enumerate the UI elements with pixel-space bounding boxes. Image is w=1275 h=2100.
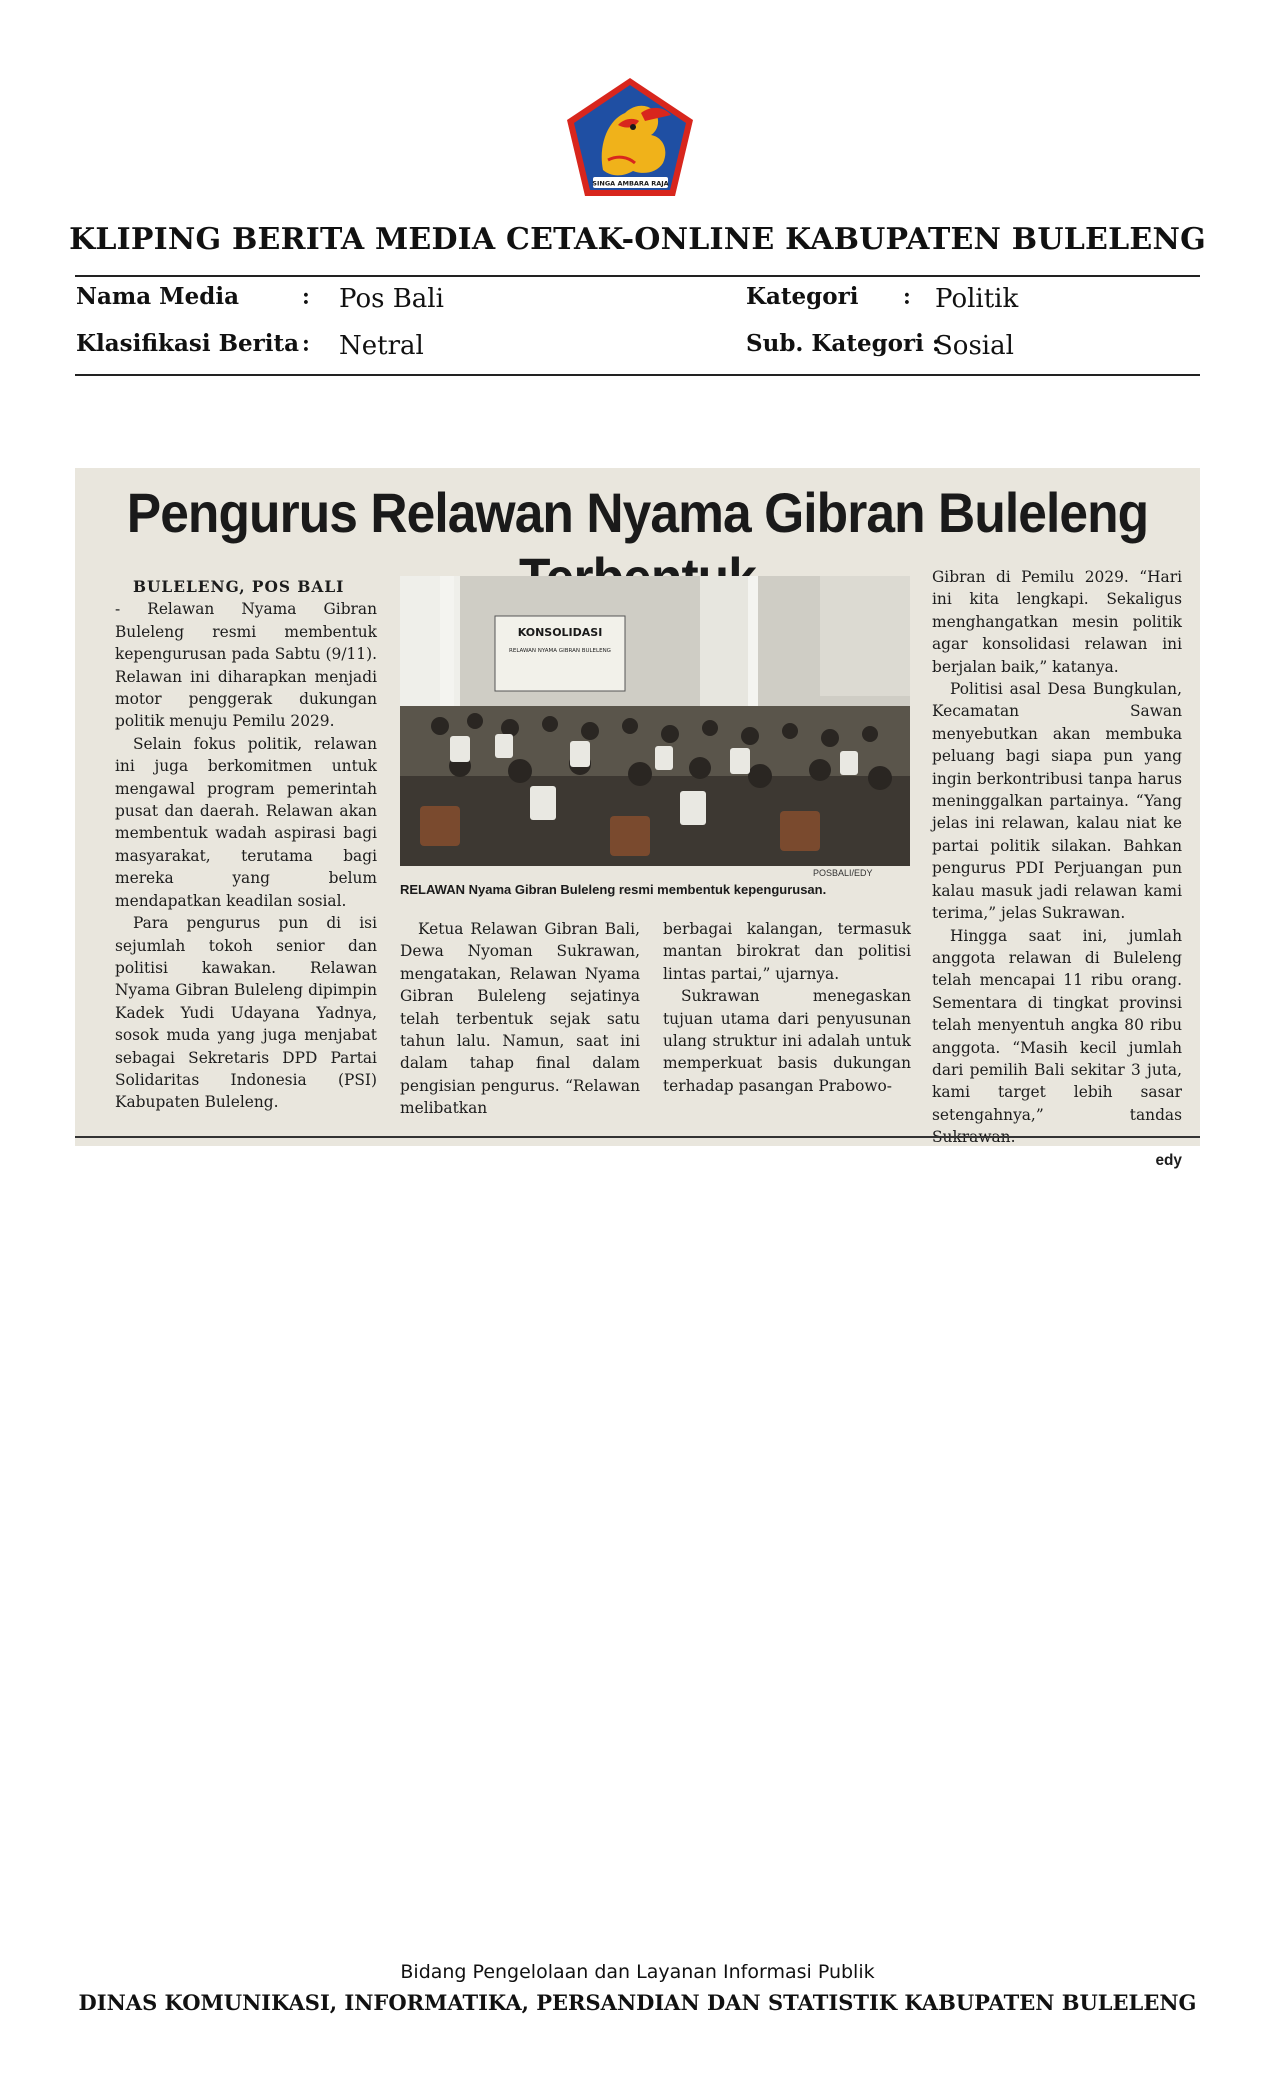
article-paragraph: Sukrawan menegaskan tujuan utama dari penyusunan ulang struktur ini adalah untuk memperkuat basis dukungan terhadap pasangan Prabowo- xyxy=(663,987,911,1095)
news-clipping xyxy=(75,468,1200,1169)
article-column-3 xyxy=(663,918,911,1097)
top-divider xyxy=(75,275,1200,277)
kategori-value: Politik xyxy=(935,284,1019,314)
article-paragraph: Selain fokus politik, relawan ini juga berkomitmen untuk mengawal program pemerintah pusat dan daerah. Relawan akan membentuk wadah aspirasi bagi masyarakat, terutama bagi mereka yang belum mendapatkan keadilan sosial. xyxy=(115,734,377,910)
article-paragraph: Hingga saat ini, jumlah anggota relawan di Buleleng telah mencapai 11 ribu orang. Sementara di tingkat provinsi telah menyentuh angka 80 ribu anggota. “Masih kecil jumlah dari pemilih Bali sekitar 3 juta, kami target lebih sasar setengahnya,” tandas Sukrawan. xyxy=(932,926,1182,1147)
sub-kategori-label: Sub. Kategori : xyxy=(746,330,941,357)
article-paragraph: berbagai kalangan, termasuk mantan birokrat dan politisi lintas partai,” ujarnya. xyxy=(663,920,911,983)
article-paragraph: Ketua Relawan Gibran Bali, Dewa Nyoman Sukrawan, mengatakan, Relawan Nyama Gibran Buleleng sejatinya telah terbentuk sejak satu tahun lalu. Namun, saat ini dalam tahap final dalam pengisian pengurus. “Relawan melibatkan xyxy=(400,920,640,1118)
photo-banner-sub: RELAWAN NYAMA GIBRAN BULELENG xyxy=(509,648,611,654)
sub-kategori-value: Sosial xyxy=(935,331,1014,361)
nama-media-value: Pos Bali xyxy=(339,284,444,314)
klasifikasi-colon: : xyxy=(302,331,310,357)
photo-banner-title: KONSOLIDASI xyxy=(517,626,603,639)
footer-department: Bidang Pengelolaan dan Layanan Informasi Publik xyxy=(400,1961,875,1983)
article-photo xyxy=(400,576,910,866)
photo-caption: RELAWAN Nyama Gibran Buleleng resmi membentuk kepengurusan. xyxy=(400,882,827,897)
article-column-4 xyxy=(932,566,1182,1172)
article-paragraph: Gibran di Pemilu 2029. “Hari ini kita lengkapi. Sekaligus menghangatkan mesin politik agar konsolidasi relawan ini berjalan baik,” katanya. xyxy=(932,568,1182,676)
meta-divider xyxy=(75,374,1200,376)
logo-motto: SINGA AMBARA RAJA xyxy=(592,179,669,188)
article-headline: Pengurus Relawan Nyama Gibran Buleleng xyxy=(126,481,1149,544)
klasifikasi-value: Netral xyxy=(339,331,424,361)
article-column-2 xyxy=(400,918,640,1120)
footer-agency: DINAS KOMUNIKASI, INFORMATIKA, PERSANDIAN DAN STATISTIK KABUPATEN BULELENG xyxy=(78,1990,1197,2015)
klasifikasi-label: Klasifikasi Berita xyxy=(76,330,300,357)
article-paragraph: - Relawan Nyama Gibran Buleleng resmi membentuk kepengurusan pada Sabtu (9/11). Relawan ini diharapkan menjadi motor penggerak dukungan politik menuju Pemilu 2029. xyxy=(115,600,377,731)
nama-media-colon: : xyxy=(302,284,310,310)
photo-credit: POSBALI/EDY xyxy=(813,868,873,878)
article-dateline: BULELENG, POS BALI xyxy=(133,578,345,596)
article-paragraph: Para pengurus pun di isi sejumlah tokoh senior dan politisi kawakan. Relawan Nyama Gibran Buleleng dipimpin Kadek Yudi Udayana Yadnya, sosok muda yang juga menjabat sebagai Sekretaris DPD Partai Solidaritas Indonesia (PSI) Kabupaten Buleleng. xyxy=(115,914,377,1112)
article-paragraph: Politisi asal Desa Bungkulan, Kecamatan Sawan menyebutkan akan membuka peluang bagi siapa pun yang ingin berkontribusi tanpa harus meninggalkan partainya. “Yang jelas ini relawan, kalau niat ke partai politik silakan. Bahkan pengurus PDI Perjuangan pun kalau masuk jadi relawan kami terima,” jelas Sukrawan. xyxy=(932,680,1182,923)
article-signoff: edy xyxy=(1155,1151,1182,1169)
kategori-label: Kategori xyxy=(746,283,859,310)
buleleng-emblem-logo xyxy=(563,75,698,200)
clipping-bottom-rule xyxy=(75,1136,1200,1138)
document-title: KLIPING BERITA MEDIA CETAK-ONLINE KABUPATEN BULELENG xyxy=(69,222,1206,257)
kategori-colon: : xyxy=(903,284,911,310)
nama-media-label: Nama Media xyxy=(76,283,239,310)
article-column-1 xyxy=(115,576,377,1114)
